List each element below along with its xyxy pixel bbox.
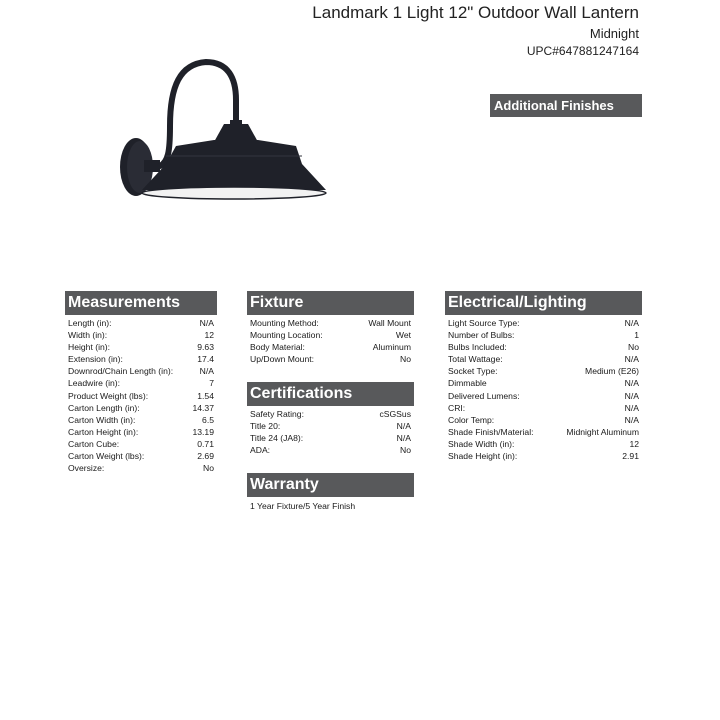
spec-value: Midnight Aluminum	[566, 426, 639, 437]
electrical-row	[445, 341, 642, 353]
spec-value: No	[400, 354, 411, 365]
spec-value: N/A	[199, 318, 214, 328]
spec-label: Carton Height (in):	[68, 426, 139, 437]
fixture-section	[247, 291, 414, 365]
outdoor-wall-lantern-icon	[112, 56, 336, 208]
spec-label: Carton Cube:	[68, 438, 120, 449]
electrical-rows	[445, 317, 642, 462]
certifications-header: Certifications	[247, 382, 414, 406]
spec-value: 14.37	[192, 402, 214, 413]
spec-value: 0.71	[197, 438, 214, 449]
electrical-row	[445, 426, 642, 438]
spec-label: Body Material:	[250, 342, 305, 353]
measurements-row	[65, 438, 217, 450]
spec-value: 7	[209, 378, 214, 389]
spec-label: Leadwire (in):	[68, 378, 121, 389]
spec-value: N/A	[199, 366, 214, 377]
warranty-text: 1 Year Fixture/5 Year Finish	[250, 501, 356, 511]
spec-label: Carton Length (in):	[68, 402, 140, 413]
electrical-row	[445, 365, 642, 377]
spec-label: Extension (in):	[68, 354, 123, 365]
measurements-row	[65, 329, 217, 341]
spec-label: Downrod/Chain Length (in):	[68, 366, 174, 377]
certifications-row	[247, 408, 414, 420]
certifications-row	[247, 444, 414, 456]
certifications-row	[247, 432, 414, 444]
spec-label: Title 24 (JA8):	[250, 433, 304, 444]
spec-value: 17.4	[197, 354, 214, 365]
measurements-row	[65, 450, 217, 462]
warranty-header: Warranty	[247, 473, 414, 497]
spec-label: Oversize:	[68, 463, 105, 474]
spec-label: Socket Type:	[448, 366, 498, 377]
electrical-row	[445, 450, 642, 462]
spec-value: 12	[629, 438, 639, 449]
certifications-rows	[247, 408, 414, 456]
spec-value: Medium (E26)	[585, 366, 639, 377]
spec-label: Delivered Lumens:	[448, 390, 520, 401]
measurements-section	[65, 291, 217, 474]
fixture-row	[247, 329, 414, 341]
spec-label: Title 20:	[250, 421, 281, 432]
spec-value: No	[400, 445, 411, 456]
spec-label: Safety Rating:	[250, 409, 304, 419]
spec-value: 1.54	[197, 390, 214, 401]
spec-label: Shade Width (in):	[448, 438, 515, 449]
spec-value: N/A	[624, 414, 639, 425]
warranty-section	[247, 473, 414, 512]
electrical-row	[445, 353, 642, 365]
electrical-section	[445, 291, 642, 462]
spec-label: Total Wattage:	[448, 354, 503, 365]
measurements-row	[65, 377, 217, 389]
fixture-row	[247, 353, 414, 365]
electrical-row	[445, 390, 642, 402]
spec-value: Wet	[395, 330, 411, 341]
electrical-row	[445, 414, 642, 426]
product-upc: UPC#647881247164	[526, 44, 639, 58]
spec-value: N/A	[396, 421, 411, 432]
measurements-row	[65, 414, 217, 426]
electrical-header: Electrical/Lighting	[445, 291, 642, 315]
product-title: Landmark 1 Light 12" Outdoor Wall Lantern	[312, 3, 639, 22]
measurements-row	[65, 317, 217, 329]
electrical-row	[445, 402, 642, 414]
spec-label: Color Temp:	[448, 414, 495, 425]
spec-label: Dimmable	[448, 378, 487, 389]
spec-value: 6.5	[202, 414, 214, 425]
spec-value: N/A	[396, 433, 411, 444]
measurements-row	[65, 402, 217, 414]
spec-label: Mounting Method:	[250, 318, 319, 328]
spec-value: Wall Mount	[368, 318, 411, 328]
measurements-row	[65, 390, 217, 402]
certifications-row	[247, 420, 414, 432]
spec-value: N/A	[624, 378, 639, 389]
fixture-header: Fixture	[247, 291, 414, 315]
spec-value: Aluminum	[372, 342, 411, 353]
spec-value: No	[628, 342, 639, 353]
fixture-row	[247, 317, 414, 329]
fixture-rows	[247, 317, 414, 365]
spec-label: Height (in):	[68, 342, 111, 353]
measurements-row	[65, 426, 217, 438]
spec-label: Number of Bulbs:	[448, 330, 515, 341]
additional-finishes-header: Additional Finishes	[490, 94, 642, 117]
spec-label: ADA:	[250, 445, 271, 456]
spec-label: Shade Height (in):	[448, 451, 518, 462]
spec-label: Product Weight (lbs):	[68, 390, 149, 401]
spec-value: N/A	[624, 390, 639, 401]
spec-label: Mounting Location:	[250, 330, 323, 341]
spec-label: Carton Weight (lbs):	[68, 451, 145, 462]
spec-value: N/A	[624, 354, 639, 365]
spec-value: N/A	[624, 402, 639, 413]
spec-value: No	[203, 463, 214, 474]
spec-value: 9.63	[197, 342, 214, 353]
spec-label: Length (in):	[68, 318, 112, 328]
spec-label: Width (in):	[68, 330, 108, 341]
spec-label: Light Source Type:	[448, 318, 520, 328]
electrical-row	[445, 329, 642, 341]
electrical-row	[445, 377, 642, 389]
spec-value: 1	[634, 330, 639, 341]
electrical-row	[445, 438, 642, 450]
spec-label: CRI:	[448, 402, 466, 413]
product-finish: Midnight	[589, 26, 639, 41]
spec-label: Carton Width (in):	[68, 414, 136, 425]
measurements-row	[65, 462, 217, 474]
spec-label: Bulbs Included:	[448, 342, 507, 353]
spec-value: 2.91	[622, 451, 639, 462]
spec-value: cSGSus	[379, 409, 411, 419]
certifications-section	[247, 382, 414, 456]
measurements-header: Measurements	[65, 291, 217, 315]
measurements-rows	[65, 317, 217, 474]
spec-value: 13.19	[192, 426, 214, 437]
fixture-row	[247, 341, 414, 353]
spec-label: Shade Finish/Material:	[448, 426, 534, 437]
spec-label: Up/Down Mount:	[250, 354, 315, 365]
product-title-block	[312, 3, 639, 59]
measurements-row	[65, 353, 217, 365]
electrical-row	[445, 317, 642, 329]
spec-value: N/A	[624, 318, 639, 328]
measurements-row	[65, 341, 217, 353]
measurements-row	[65, 365, 217, 377]
spec-value: 2.69	[197, 451, 214, 462]
spec-value: 12	[204, 330, 214, 341]
